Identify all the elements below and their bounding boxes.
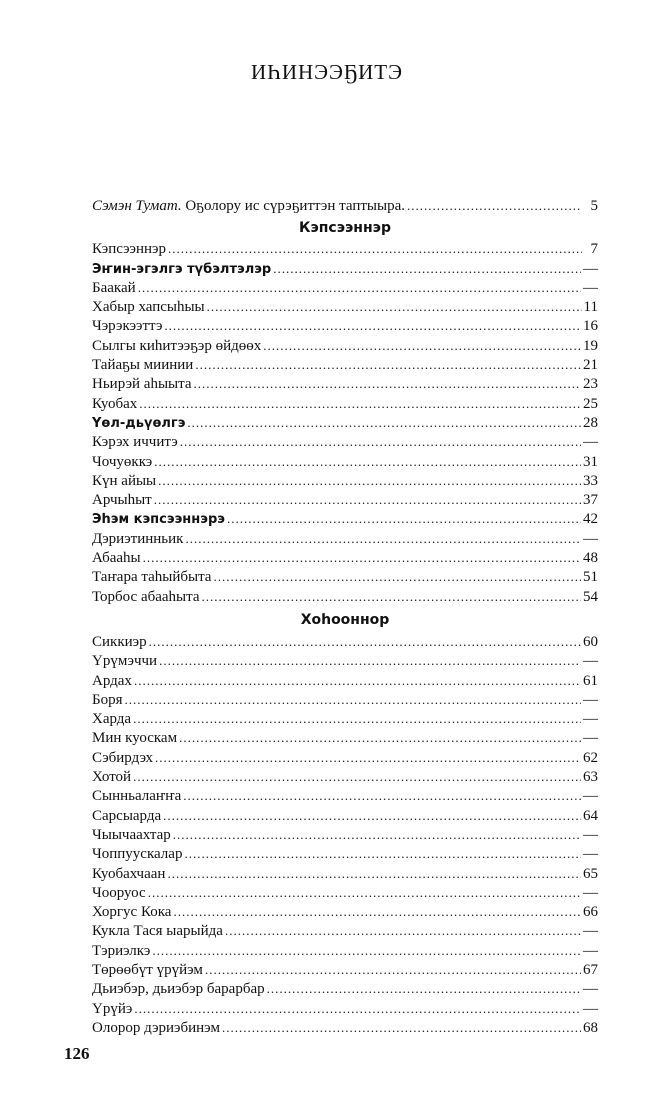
dot-leader [213, 567, 581, 586]
entry-page: — [583, 942, 598, 959]
dot-leader [154, 490, 581, 509]
entry-page: — [583, 691, 598, 708]
dot-leader [225, 921, 581, 940]
entry-page: 28 [583, 414, 598, 431]
entry-page: 61 [583, 672, 598, 689]
entry-page: 25 [583, 395, 598, 412]
dot-leader [180, 432, 581, 451]
entry-title: Чэрэкээттэ [92, 318, 163, 335]
toc-entry [92, 529, 598, 548]
toc-entry [92, 490, 598, 509]
toc-entry [92, 690, 598, 709]
entry-title: Торбос абааһыта [92, 588, 200, 605]
dot-leader [222, 1018, 581, 1037]
dot-leader [173, 902, 581, 921]
entry-title: Сылгы киһитээҕэр өйдөөх [92, 337, 262, 354]
dot-leader [125, 690, 581, 709]
entry-page: — [583, 1000, 598, 1017]
toc-entry [92, 844, 598, 863]
entry-title: Куобахчаан [92, 865, 166, 882]
entry-title: Эһэм кэпсээннэрэ [92, 512, 225, 528]
toc-entry [92, 355, 598, 374]
entry-page: 67 [583, 961, 598, 978]
entry-page: 37 [583, 492, 598, 509]
toc-entry [92, 767, 598, 786]
entry-page: 68 [583, 1019, 598, 1036]
entry-page: 42 [583, 511, 598, 528]
entry-title: Дэриэтинньик [92, 530, 184, 547]
toc-entry [92, 883, 598, 902]
entry-title: Сынньалаҥҥа [92, 788, 182, 805]
dot-leader [273, 259, 581, 278]
entry-title: Үөл-дьүөлгэ [92, 415, 186, 431]
dot-leader [163, 806, 581, 825]
dot-leader [155, 748, 581, 767]
entry-page: — [583, 711, 598, 728]
entry-page: 60 [583, 633, 598, 650]
toc-entry [92, 509, 598, 528]
dot-leader [173, 825, 581, 844]
dot-leader [139, 394, 581, 413]
dot-leader [154, 452, 581, 471]
entry-title: Сэбирдэх [92, 749, 153, 766]
toc-entry [92, 239, 598, 258]
toc-entry [92, 548, 598, 567]
entry-page: 62 [583, 749, 598, 766]
entry-page: 16 [583, 318, 598, 335]
entry-page: — [583, 826, 598, 843]
toc-entry [92, 374, 598, 393]
dot-leader [205, 960, 581, 979]
entry-page: 33 [583, 472, 598, 489]
toc-entry [92, 651, 598, 670]
sections-container [92, 217, 598, 1037]
intro-author: Сэмэн Тумат. [92, 198, 182, 214]
entry-title: Кукла Тася ыарыйда [92, 923, 223, 940]
toc-entry [92, 1018, 598, 1037]
entry-title: Күн айыы [92, 472, 157, 489]
toc-entry [92, 671, 598, 690]
entry-page: 54 [583, 588, 598, 605]
dot-leader [134, 671, 581, 690]
entry-page: — [583, 530, 598, 547]
dot-leader [187, 413, 581, 432]
dot-leader [164, 316, 581, 335]
entry-title: Чооруос [92, 884, 146, 901]
toc-entry [92, 806, 598, 825]
section-heading: Хоһооннор [300, 611, 390, 628]
entry-page: 65 [583, 865, 598, 882]
entry-page: — [583, 788, 598, 805]
dot-leader [134, 999, 581, 1018]
intro-title [92, 197, 405, 216]
toc-entry [92, 728, 598, 747]
dot-leader [148, 883, 581, 902]
dot-leader [202, 587, 581, 606]
toc-entry [92, 587, 598, 606]
dot-leader [138, 278, 581, 297]
toc-entry [92, 960, 598, 979]
entry-title: Кэпсээннэр [92, 241, 166, 258]
toc-entry [92, 452, 598, 471]
toc-entry [92, 999, 598, 1018]
entry-title: Чыычаахтар [92, 826, 171, 843]
dot-leader [152, 941, 581, 960]
entry-page: 21 [583, 357, 598, 374]
toc-entry [92, 632, 598, 651]
page-number: 126 [64, 1044, 90, 1063]
entry-title: Үрүйэ [92, 1000, 133, 1017]
toc-entry [92, 709, 598, 728]
toc-entry [92, 786, 598, 805]
dot-leader [207, 297, 582, 316]
toc-entry [92, 394, 598, 413]
dot-leader [133, 709, 581, 728]
toc-entry [92, 864, 598, 883]
toc-entry [92, 941, 598, 960]
dot-leader [183, 786, 581, 805]
entry-title: Мин куоскам [92, 730, 178, 747]
dot-leader [168, 239, 582, 258]
entry-title: Олорор дэриэбинэм [92, 1019, 220, 1036]
toc-entry [92, 259, 598, 278]
entry-title: Боря [92, 691, 123, 708]
dot-leader [159, 651, 581, 670]
entry-page: 11 [583, 299, 598, 316]
intro-entry [92, 196, 598, 215]
toc-entry [92, 278, 598, 297]
entry-page: — [583, 653, 598, 670]
entry-page: 48 [583, 550, 598, 567]
intro-text: Оҕолору ис сүрэҕиттэн таптыыра. [185, 198, 405, 214]
entry-title: Таҥара таһыйбыта [92, 569, 212, 586]
dot-leader [167, 864, 581, 883]
toc-entry [92, 413, 598, 432]
toc-entry [92, 748, 598, 767]
entry-title: Кэрэх иччитэ [92, 434, 178, 451]
toc-entry [92, 902, 598, 921]
intro-page: 5 [590, 198, 598, 214]
toc-entry [92, 567, 598, 586]
dot-leader [184, 844, 581, 863]
entry-page: 51 [583, 569, 598, 586]
entry-page: 7 [590, 241, 598, 258]
entry-title: Тайаҕы миинии [92, 357, 194, 374]
toc-entry [92, 471, 598, 490]
entry-title: Хотой [92, 769, 132, 786]
dot-leader [133, 767, 581, 786]
entry-page: — [583, 923, 598, 940]
dot-leader [263, 336, 581, 355]
dot-leader [407, 196, 582, 215]
dot-leader [179, 728, 581, 747]
entry-title: Сарсыарда [92, 807, 162, 824]
entry-page: — [583, 884, 598, 901]
dot-leader [195, 355, 581, 374]
entry-title: Хабыр хапсыһыы [92, 299, 205, 316]
entry-title: Тэриэлкэ [92, 942, 151, 959]
entry-title: Чочуөккэ [92, 453, 153, 470]
entry-title: Баакай [92, 279, 136, 296]
entry-page: — [583, 279, 598, 296]
entry-page: — [583, 730, 598, 747]
entry-title: Үрүмэччи [92, 653, 158, 670]
entry-title: Дьиэбэр, дьиэбэр барарбар [92, 981, 265, 998]
toc-entry [92, 316, 598, 335]
entry-page: — [583, 981, 598, 998]
dot-leader [194, 374, 582, 393]
entry-title: Арчыһыт [92, 492, 152, 509]
dot-leader [158, 471, 581, 490]
entry-title: Эҥин-эгэлгэ түбэлтэлэр [92, 261, 272, 277]
entry-title: Харда [92, 711, 132, 728]
entry-page: 23 [583, 376, 598, 393]
entry-page: 31 [583, 453, 598, 470]
dot-leader [143, 548, 581, 567]
entry-title: Төрөөбүт үрүйэм [92, 961, 203, 978]
entry-title: Чоппуускалар [92, 846, 183, 863]
dot-leader [267, 979, 581, 998]
dot-leader [185, 529, 581, 548]
entry-title: Сиккиэр [92, 633, 147, 650]
toc-entry [92, 825, 598, 844]
toc-entry [92, 297, 598, 316]
entry-page: 63 [583, 769, 598, 786]
entry-title: Хоргус Кока [92, 904, 172, 921]
toc-entry [92, 336, 598, 355]
entry-title: Ньирэй аһыыта [92, 376, 192, 393]
toc-entry [92, 921, 598, 940]
entry-page: — [583, 434, 598, 451]
entry-page: 19 [583, 337, 598, 354]
entry-title: Ардах [92, 672, 132, 689]
dot-leader [227, 509, 581, 528]
toc-entry [92, 979, 598, 998]
page-title: ИҺИНЭЭҔИТЭ [251, 60, 403, 84]
entry-page: — [583, 846, 598, 863]
entry-page: 66 [583, 904, 598, 921]
table-of-contents [92, 196, 598, 1037]
dot-leader [149, 632, 581, 651]
entry-page: — [583, 260, 598, 277]
entry-title: Куобах [92, 395, 138, 412]
entry-title: Абааһы [92, 550, 141, 567]
entry-page: 64 [583, 807, 598, 824]
toc-entry [92, 432, 598, 451]
section-heading: Кэпсээннэр [299, 220, 391, 237]
